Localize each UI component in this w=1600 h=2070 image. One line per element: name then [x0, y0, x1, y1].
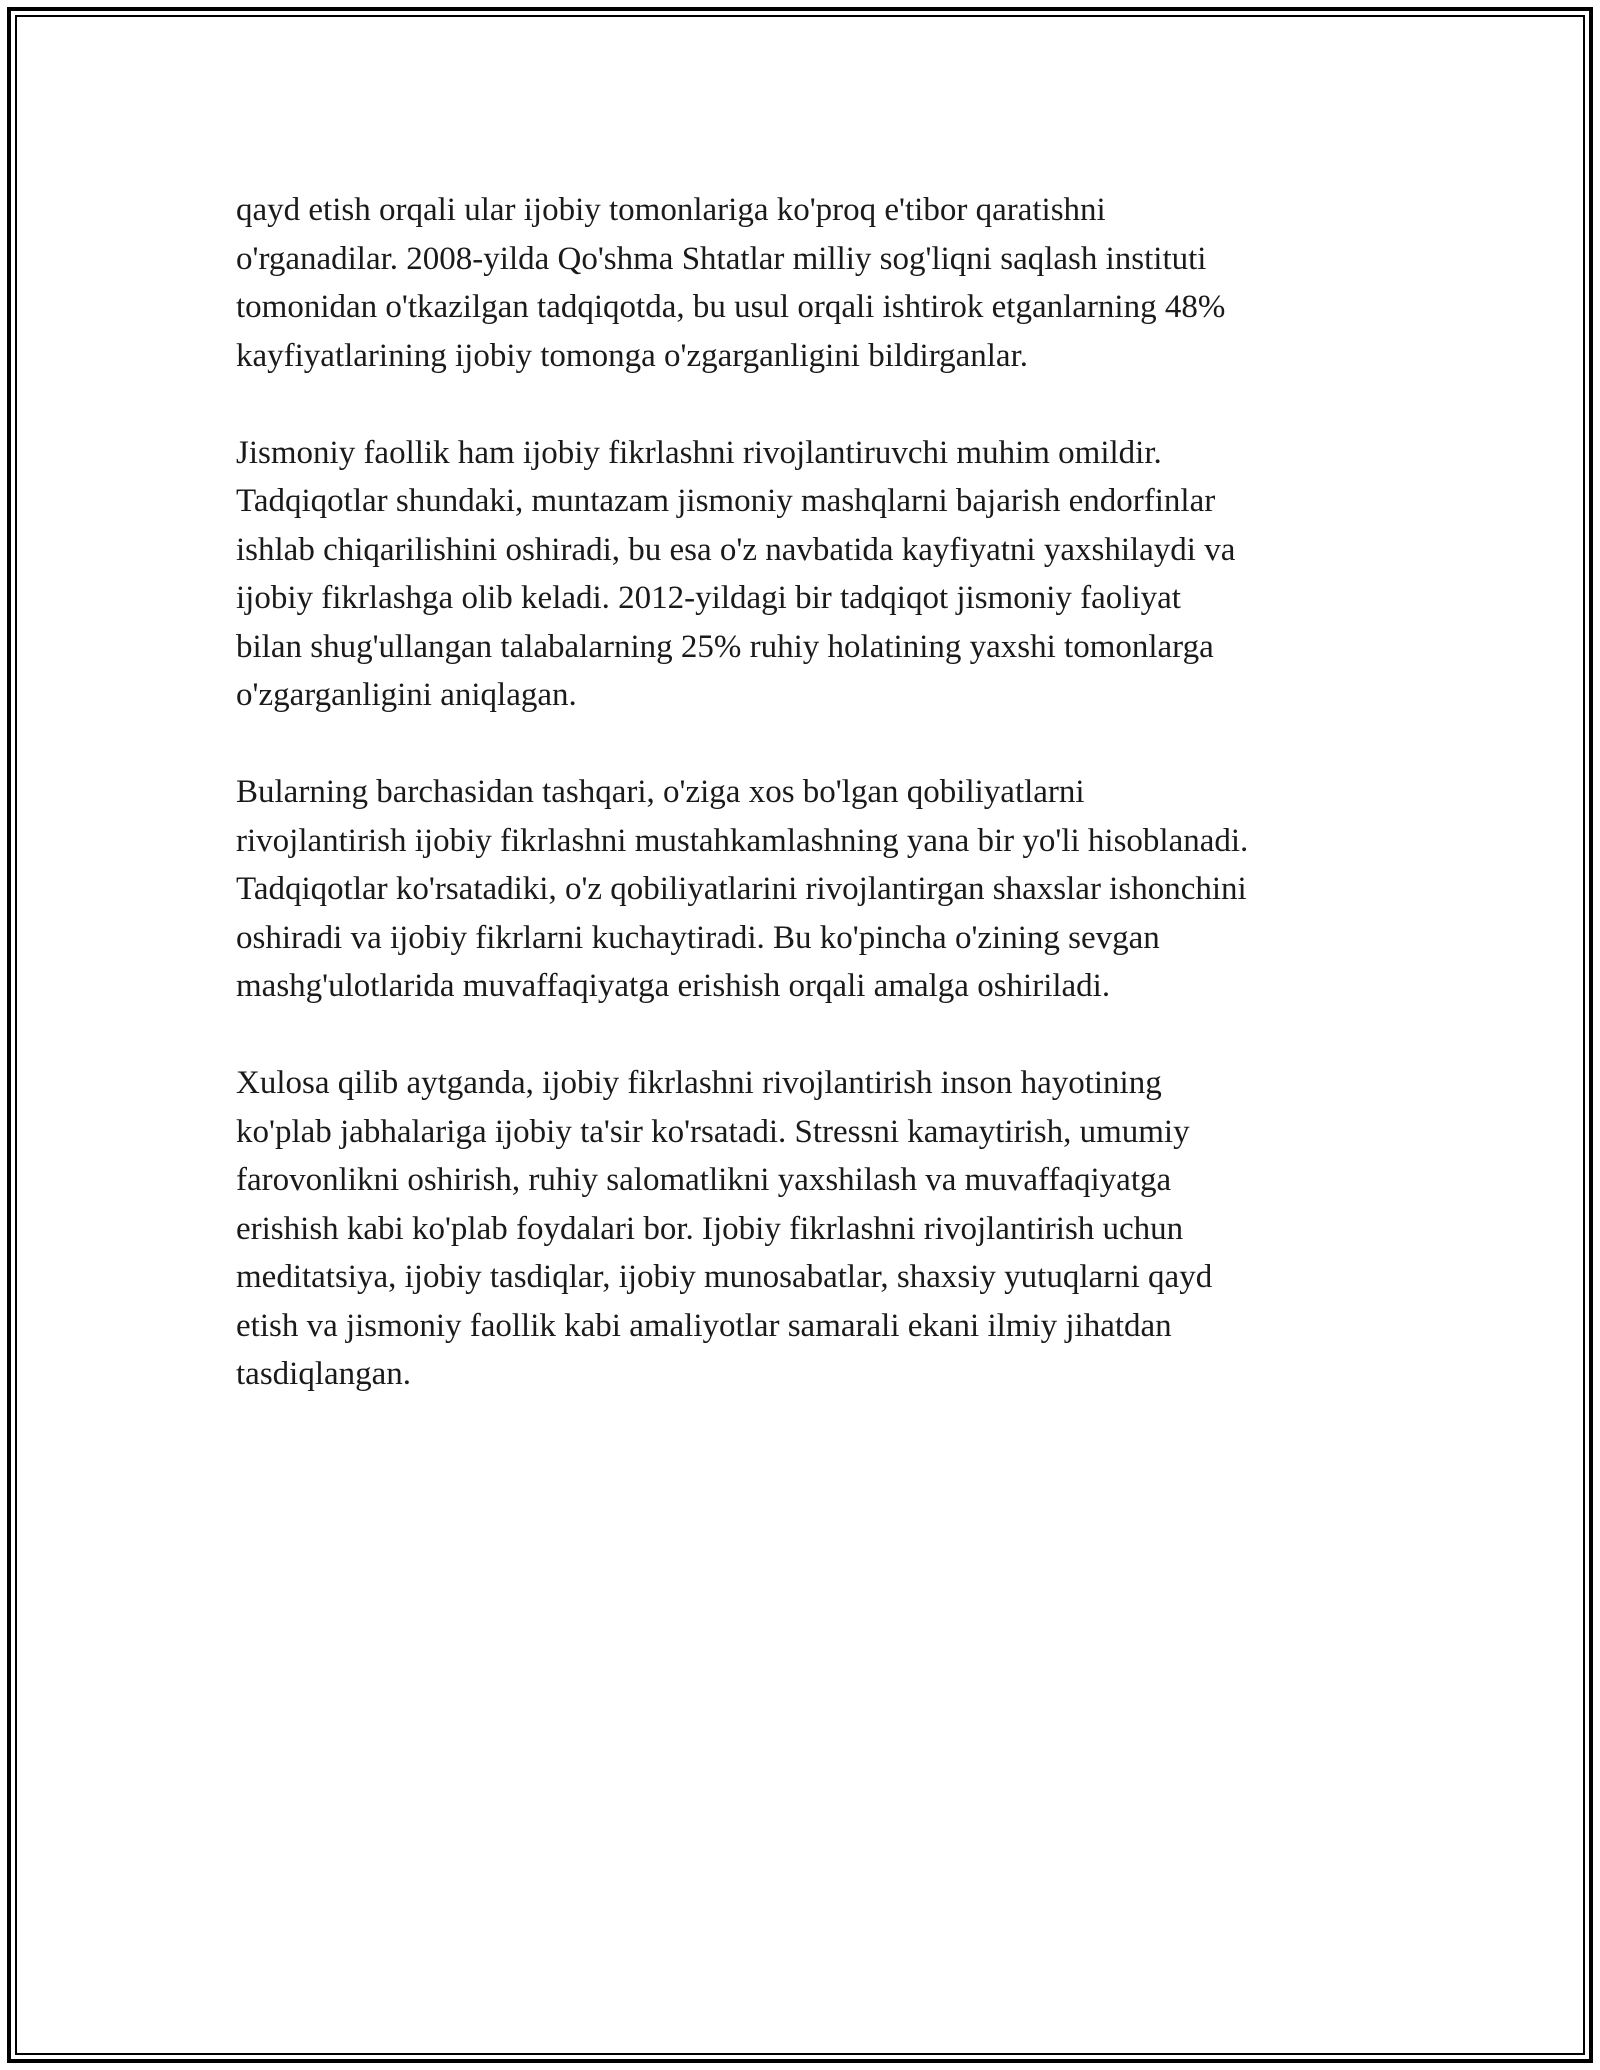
- text-line: qayd etish orqali ular ijobiy tomonlariga ko'proq e'tibor qaratishni: [236, 192, 1106, 228]
- text-line: tomonidan o'tkazilgan tadqiqotda, bu usul orqali ishtirok etganlarning 48%: [236, 289, 1226, 325]
- text-line: mashg'ulotlarida muvaffaqiyatga erishish orqali amalga oshiriladi.: [236, 968, 1111, 1004]
- text-line: o'rganadilar. 2008-yilda Qo'shma Shtatlar milliy sog'liqni saqlash instituti: [236, 240, 1207, 277]
- text-line: Tadqiqotlar ko'rsatadiki, o'z qobiliyatlarini rivojlantirgan shaxslar ishonchini: [236, 871, 1247, 907]
- text-line: oshiradi va ijobiy fikrlarni kuchaytiradi. Bu ko'pincha o'zining sevgan: [236, 919, 1160, 956]
- text-line: tasdiqlangan.: [236, 1356, 412, 1392]
- paragraph-1: [236, 186, 1376, 380]
- text-line: ko'plab jabhalariga ijobiy ta'sir ko'rsatadi. Stressni kamaytirish, umumiy: [236, 1113, 1190, 1150]
- paragraph-2: [236, 429, 1376, 720]
- text-line: Bularning barchasidan tashqari, o'ziga xos bo'lgan qobiliyatlarni: [236, 774, 1085, 810]
- text-line: Tadqiqotlar shundaki, muntazam jismoniy mashqlarni bajarish endorfinlar: [236, 483, 1216, 519]
- text-line: o'zgarganligini aniqlagan.: [236, 677, 577, 713]
- text-line: Jismoniy faollik ham ijobiy fikrlashni rivojlantiruvchi muhim omildir.: [236, 434, 1162, 471]
- text-line: bilan shug'ullangan talabalarning 25% ruhiy holatining yaxshi tomonlarga: [236, 628, 1214, 665]
- document-body: [236, 186, 1376, 1447]
- text-line: etish va jismoniy faollik kabi amaliyotlar samarali ekani ilmiy jihatdan: [236, 1307, 1172, 1344]
- text-line: ijobiy fikrlashga olib keladi. 2012-yildagi bir tadqiqot jismoniy faoliyat: [236, 580, 1181, 616]
- text-line: erishish kabi ko'plab foydalari bor. Ijobiy fikrlashni rivojlantirish uchun: [236, 1210, 1184, 1247]
- paragraph-4: [236, 1059, 1376, 1399]
- paragraph-3: [236, 768, 1376, 1011]
- text-line: farovonlikni oshirish, ruhiy salomatlikni yaxshilash va muvaffaqiyatga: [236, 1162, 1172, 1198]
- text-line: Xulosa qilib aytganda, ijobiy fikrlashni rivojlantirish inson hayotining: [236, 1065, 1162, 1101]
- text-line: ishlab chiqarilishini oshiradi, bu esa o'z navbatida kayfiyatni yaxshilaydi va: [236, 531, 1236, 568]
- text-line: meditatsiya, ijobiy tasdiqlar, ijobiy munosabatlar, shaxsiy yutuqlarni qayd: [236, 1259, 1213, 1295]
- text-line: rivojlantirish ijobiy fikrlashni mustahkamlashning yana bir yo'li hisoblanadi.: [236, 822, 1249, 859]
- text-line: kayfiyatlarining ijobiy tomonga o'zgarganligini bildirganlar.: [236, 337, 1028, 374]
